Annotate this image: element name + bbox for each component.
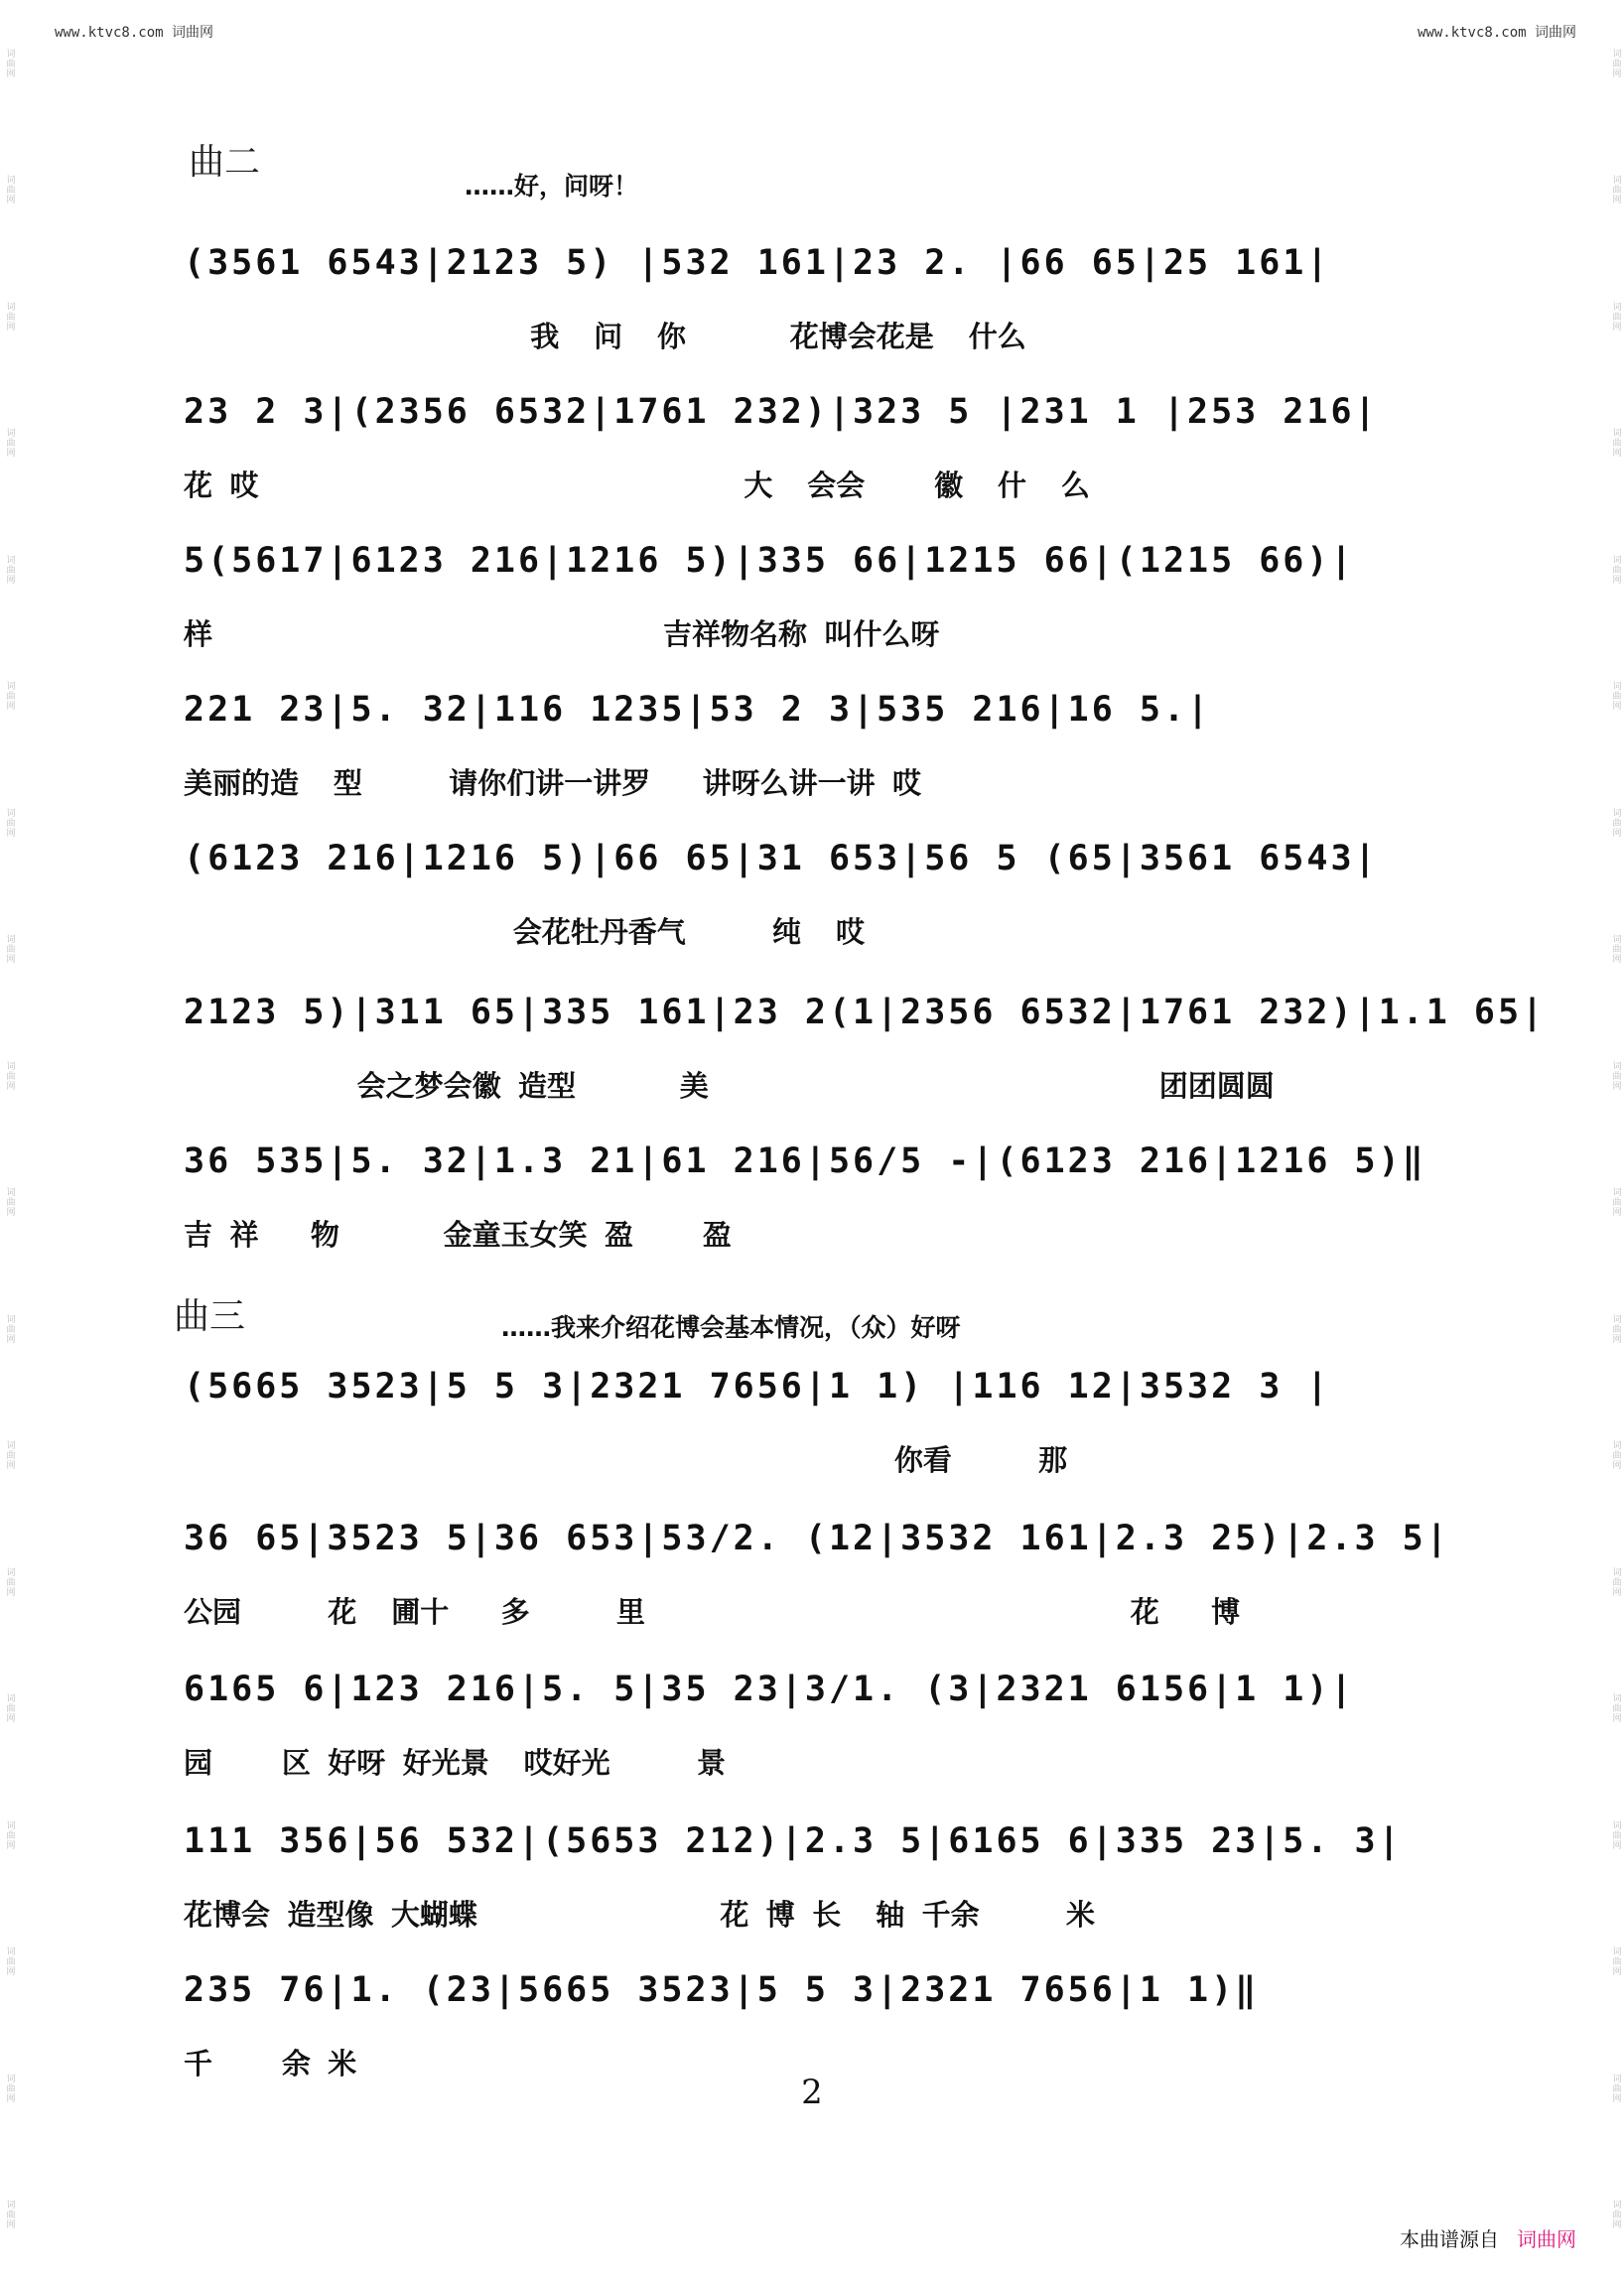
lyrics-line: 会之梦会徽 造型 美 团团圆圆 (184, 1069, 1275, 1103)
source-brand-link[interactable]: 词曲网 (1517, 2227, 1576, 2251)
notation-line: 111 356|56 532|(5653 212)|2.3 5|6165 6|335 23|5. 3| (184, 1821, 1403, 1861)
section-title-2: 曲二 (189, 142, 261, 183)
notation-line: 2123 5)|311 65|335 161|23 2(1|2356 6532|1761 232)|1.1 65| (184, 993, 1547, 1032)
notation-line: (3561 6543|2123 5) |532 161|23 2. |66 65|25 161| (184, 243, 1331, 283)
lyrics-line: 千 余 米 (184, 2047, 357, 2080)
notation-line: 235 76|1. (23|5665 3523|5 5 3|2321 7656|1 1)‖ (184, 1970, 1260, 2010)
source-credit (1400, 2223, 1576, 2252)
lyrics-line: 我 问 你 花博会花是 什么 (184, 320, 1026, 353)
notation-line: 6165 6|123 216|5. 5|35 23|3/1. (3|2321 6156|1 1)| (184, 1670, 1355, 1709)
lyrics-line: 花博会 造型像 大蝴蝶 花 博 长 轴 千余 米 (184, 1898, 1095, 1932)
lyrics-line: 你看 那 (184, 1443, 1068, 1477)
notation-line: (5665 3523|5 5 3|2321 7656|1 1) |116 12|3532 3 | (184, 1367, 1331, 1407)
lyrics-line: 吉 祥 物 金童玉女笑 盈 盈 (184, 1218, 732, 1252)
lyrics-line: 花 哎 大 会会 徽 什 么 (184, 469, 1090, 502)
lyrics-line: 公园 花 圃十 多 里 花 博 (184, 1595, 1241, 1629)
lyrics-line: 美丽的造 型 请你们讲一讲罗 讲呀么讲一讲 哎 (184, 766, 922, 800)
lyrics-line: 样 吉祥物名称 叫什么呀 (184, 617, 940, 651)
page-number: 2 (801, 2073, 823, 2112)
notation-line: 23 2 3|(2356 6532|1761 232)|323 5 |231 1 |253 216| (184, 392, 1379, 432)
left-watermark-strip: 词曲网 词曲网 词曲网 词曲网 词曲网 词曲网 词曲网 词曲网 词曲网 词曲网 词曲网 词曲网 词曲网 词曲网 词曲网 词曲网 词曲网 词曲网 (4, 48, 15, 2230)
section-title-3: 曲三 (174, 1296, 246, 1337)
notation-line: 221 23|5. 32|116 1235|53 2 3|535 216|16 5.| (184, 690, 1212, 730)
header-site-right[interactable]: www.ktvc8.com 词曲网 (1417, 25, 1576, 41)
notation-line: (6123 216|1216 5)|66 65|31 653|56 5 (65|3561 6543| (184, 839, 1379, 878)
lyrics-line: 园 区 好呀 好光景 哎好光 景 (184, 1746, 726, 1780)
section-intro-2: ……好，问呀！ (465, 172, 639, 201)
notation-line: 36 65|3523 5|36 653|53/2. (12|3532 161|2.3 25)|2.3 5| (184, 1519, 1450, 1558)
lyrics-line: 会花牡丹香气 纯 哎 (184, 915, 865, 949)
right-watermark-strip: 词曲网 词曲网 词曲网 词曲网 词曲网 词曲网 词曲网 词曲网 词曲网 词曲网 词曲网 词曲网 词曲网 词曲网 词曲网 词曲网 词曲网 词曲网 (1610, 48, 1621, 2230)
notation-line: 5(5617|6123 216|1216 5)|335 66|1215 66|(1215 66)| (184, 541, 1355, 581)
source-label: 本曲谱源自 (1400, 2227, 1499, 2251)
notation-line: 36 535|5. 32|1.3 21|61 216|56/5 -|(6123 216|1216 5)‖ (184, 1141, 1426, 1181)
header-site-left[interactable]: www.ktvc8.com 词曲网 (55, 25, 214, 41)
section-intro-3: ……我来介绍花博会基本情况，（众）好呀 (501, 1313, 961, 1342)
